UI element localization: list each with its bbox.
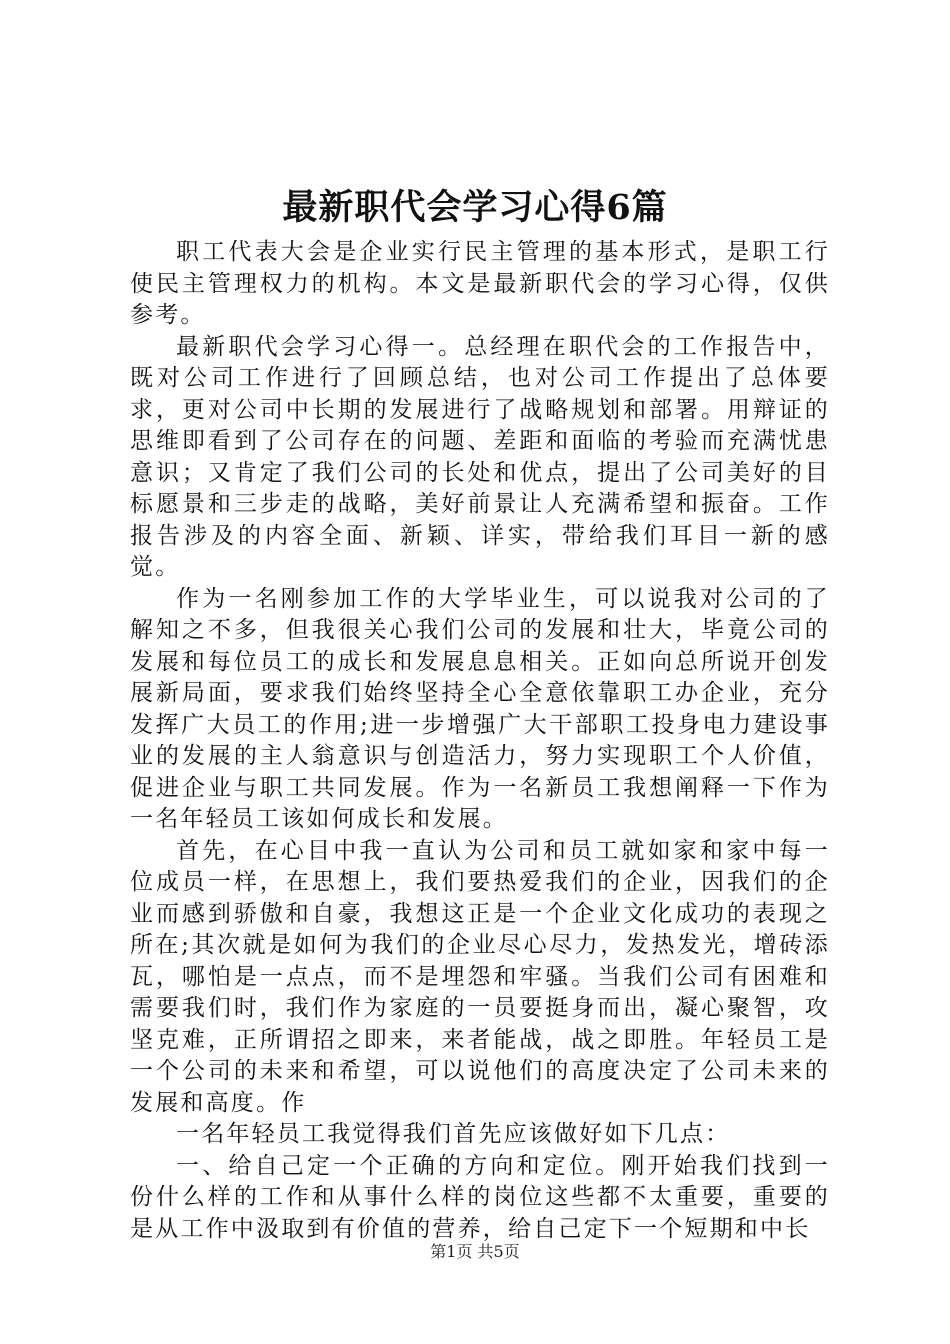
paragraph-4: 一名年轻员工我觉得我们首先应该做好如下几点： xyxy=(176,1121,731,1147)
paragraph-intro: 职工代表大会是企业实行民主管理的基本形式，是职工行使民主管理权力的机构。本文是最新职代会的学习心得，仅供参考。 xyxy=(130,239,830,328)
document-body xyxy=(130,237,830,1245)
paragraph-1: 最新职代会学习心得一。总经理在职代会的工作报告中，既对公司工作进行了回顾总结，也对公司工作提出了总体要求，更对公司中长期的发展进行了战略规划和部署。用辩证的思维即看到了公司存在的问题、差距和面临的考验而充满忧患意识；又肯定了我们公司的长处和优点，提出了公司美好的目标愿景和三步走的战略，美好前景让人充满希望和振奋。工作报告涉及的内容全面、新颖、详实，带给我们耳目一新的感觉。 xyxy=(130,333,830,580)
document-title: 最新职代会学习心得6篇 xyxy=(282,187,668,228)
paragraph-2: 作为一名刚参加工作的大学毕业生，可以说我对公司的了解知之不多，但我很关心我们公司的发展和壮大，毕竟公司的发展和每位员工的成长和发展息息相关。正如向总所说开创发展新局面，要求我们始终坚持全心全意依靠职工办企业，充分发挥广大员工的作用;进一步增强广大干部职工投身电力建设事业的发展的主人翁意识与创造活力，努力实现职工个人价值，促进企业与职工共同发展。作为一名新员工我想阐释一下作为一名年轻员工该如何成长和发展。 xyxy=(130,585,830,832)
paragraph-5: 一、给自己定一个正确的方向和定位。刚开始我们找到一份什么样的工作和从事什么样的岗位这些都不太重要，重要的是从工作中汲取到有价值的营养，给自己定下一个短期和中长 xyxy=(130,1152,830,1242)
paragraph-3: 首先，在心目中我一直认为公司和员工就如家和家中每一位成员一样，在思想上，我们要热爱我们的企业，因我们的企业而感到骄傲和自豪，我想这正是一个企业文化成功的表现之所在;其次就是如何为我们的企业尽心尽力，发热发光，增砖添瓦，哪怕是一点点，而不是埋怨和牢骚。当我们公司有困难和需要我们时，我们作为家庭的一员要挺身而出，凝心聚智，攻坚克难，正所谓招之即来，来者能战，战之即胜。年轻员工是一个公司的未来和希望，可以说他们的高度决定了公司未来的发展和高度。作 xyxy=(130,837,830,1116)
page-footer: 第1页 共5页 xyxy=(430,1242,520,1261)
